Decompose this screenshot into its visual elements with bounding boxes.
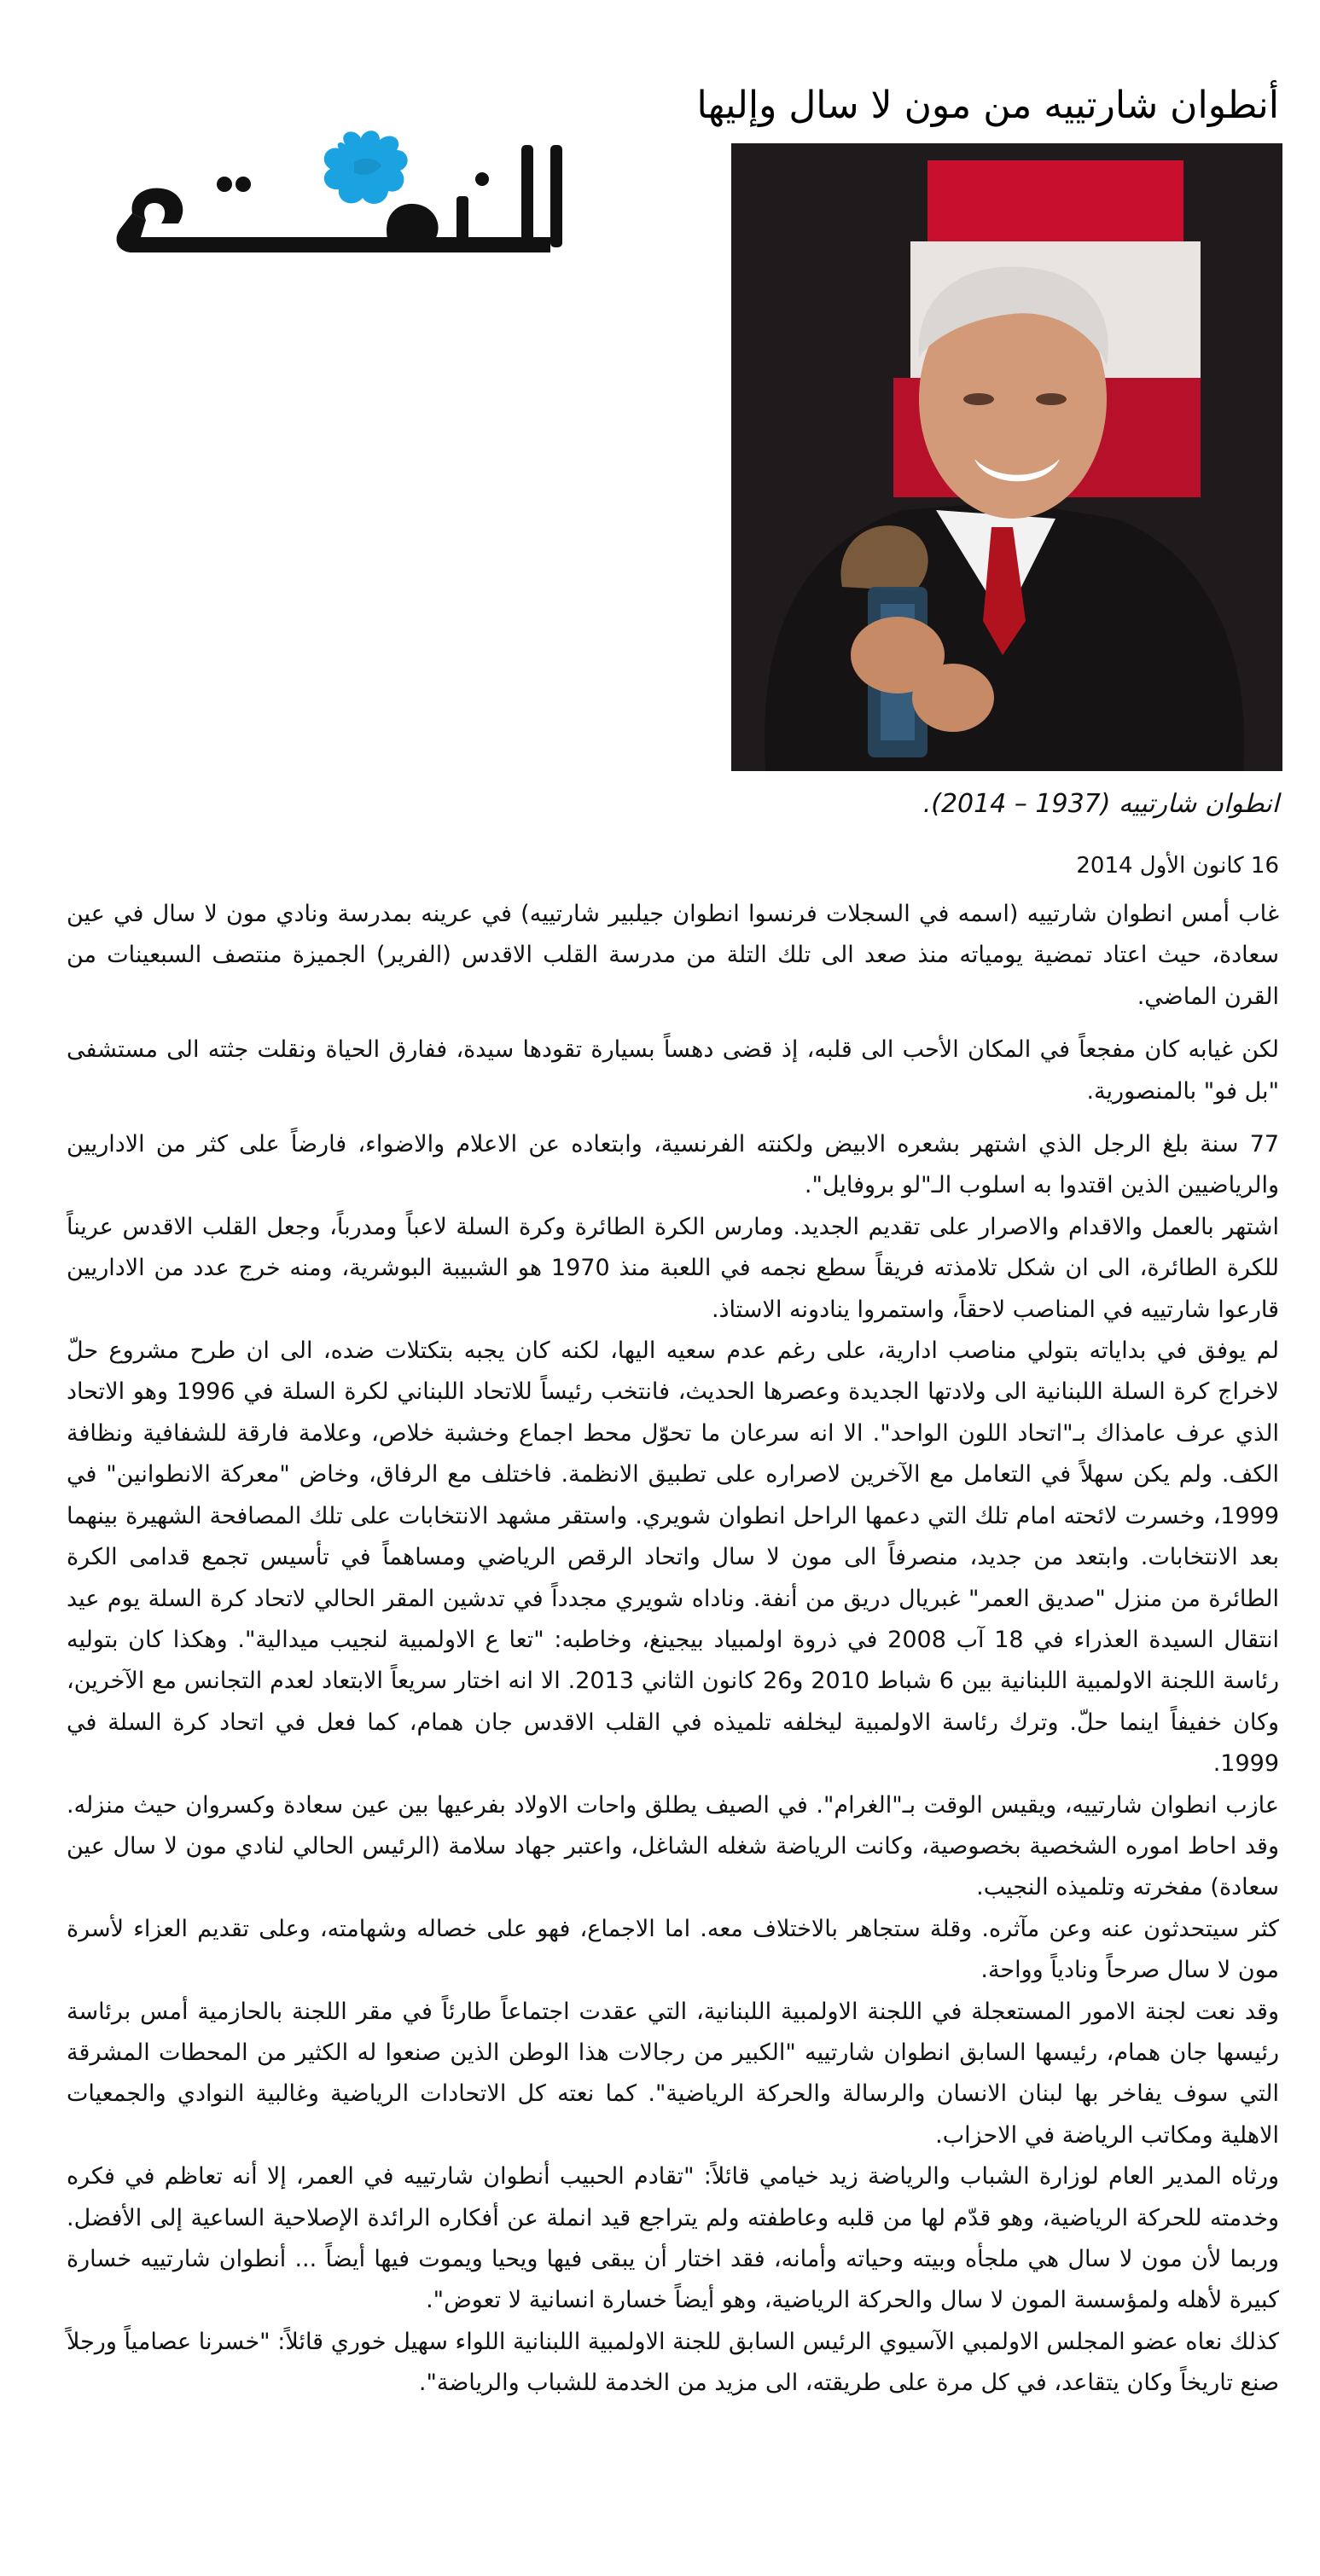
annahar-logo-graphic bbox=[107, 128, 584, 273]
portrait-illustration bbox=[731, 143, 1282, 771]
article-paragraph: 77 سنة بلغ الرجل الذي اشتهر بشعره الابيض ولكنته الفرنسية، وابتعاده عن الاعلام والاضواء، فارضاً على كثر من الاداريين والرياضيين الذين اقتدوا به اسلوب الـ"لو بروفايل". bbox=[67, 1131, 1279, 1199]
article-date: 16 كانون الأول 2014 bbox=[1076, 853, 1279, 879]
annahar-logo bbox=[107, 128, 584, 273]
article-body bbox=[67, 894, 1279, 2405]
article-paragraph: كثر سيتحدثون عنه وعن مآثره. وقلة ستجاهر بالاختلاف معه. اما الاجماع، فهو على خصاله وشهامته، وعلى تقديم العزاء لأسرة مون لا سال صرحاً ونادياً وواحة. bbox=[67, 1915, 1279, 1984]
article-paragraph: لكن غيابه كان مفجعاً في المكان الأحب الى قلبه، إذ قضى دهساً بسيارة تقودها سيدة، ففارق الحياة ونقلت جثته الى مستشفى "بل فو" بالمنصورية. bbox=[67, 1036, 1279, 1105]
article-paragraph: غاب أمس انطوان شارتييه (اسمه في السجلات فرنسوا انطوان جيلبير شارتييه) في عرينه بمدرسة ونادي مون لا سال في عين سعادة، حيث اعتاد تمضية يومياته منذ صعد الى تلك التلة من مدرسة القلب الاقدس (الفرير) الجميزة منتصف السبعينات من القرن الماضي. bbox=[67, 901, 1279, 1010]
article-paragraph: اشتهر بالعمل والاقدام والاصرار على تقديم الجديد. ومارس الكرة الطائرة وكرة السلة لاعباً ومدرباً، وجعل القلب الاقدس عريناً للكرة الطائرة، الى ان شكل تلامذته فريقاً سطع نجمه في اللعبة منذ 1970 هو الشبيبة البوشرية، ومنه خرج عدد من الاداريين قارعوا شارتييه في المناصب لاحقاً، واستمروا ينادونه الاستاذ. bbox=[67, 1213, 1279, 1323]
article-paragraph: عازب انطوان شارتييه، ويقيس الوقت بـ"الغرام". في الصيف يطلق واحات الاولاد بفرعيها بين عين سعادة وكسروان حيث منزله. وقد احاط اموره الشخصية بخصوصية، وكانت الرياضة شغله الشاغل، واعتبر جهاد سلامة (الرئيس الحالي لنادي مون لا سال عين سعادة) مفخرته وتلميذه النجيب. bbox=[67, 1791, 1279, 1901]
photo-caption: انطوان شارتييه (1937 – 2014). bbox=[922, 789, 1279, 819]
article-paragraph: ورثاه المدير العام لوزارة الشباب والرياضة زيد خيامي قائلاً: "تقادم الحبيب أنطوان شارتييه في العمر، إلا أنه تعاظم في فكره وخدمته للحركة الرياضية، وهو قدّم لها من قلبه وعاطفته ولم يتراجع قيد انملة عن أفكاره الرائدة الإصلاحية الساعية إلى الأفضل. وربما لأن مون لا سال هي ملجأه وبيته وحياته وأمانه، فقد اختار أن يبقى فيها ويحيا ويموت فيها أيضاً ... أنطوان شارتييه خسارة كبيرة لأهله ولمؤسسة المون لا سال والحركة الرياضية، وهو أيضاً خسارة انسانية لا تعوض". bbox=[67, 2163, 1279, 2314]
rooster-icon bbox=[324, 131, 408, 204]
logo-text: النهار bbox=[343, 268, 348, 270]
article-photo bbox=[731, 143, 1282, 771]
article-paragraph: وقد نعت لجنة الامور المستعجلة في اللجنة الاولمبية اللبنانية، التي عقدت اجتماعاً طارئاً في مقر اللجنة بالحازمية أمس برئاسة رئيسها جان همام، رئيسها السابق انطوان شارتييه "الكبير من رجالات هذا الوطن الذين صنعوا له الكثير من المحطات المشرقة التي سوف يفاخر بها لبنان الانسان والرسالة والحركة الرياضية". كما نعته كل الاتحادات الرياضية وغالبية النوادي والجمعيات الاهلية ومكاتب الرياضة في الاحزاب. bbox=[67, 1998, 1279, 2149]
article-headline: أنطوان شارتييه من مون لا سال وإليها bbox=[696, 84, 1279, 127]
article-paragraph: لم يوفق في بداياته بتولي مناصب ادارية، على رغم عدم سعيه اليها، لكنه كان يجبه بتكتلات ضده، الى ان طرح مشروع حلّ لاخراج كرة السلة اللبنانية الى ولادتها الجديدة وعصرها الحديث، فانتخب رئيساً للاتحاد اللبناني لكرة السلة في 1996 وهو الاتحاد الذي عرف عامذاك بـ"اتحاد اللون الواحد". الا انه سرعان ما تحوّل محط اجماع وخشبة خلاص، وعلامة فارقة للشفافية ونظافة الكف. ولم يكن سهلاً في التعامل مع الآخرين لاصراره على تطبيق الانظمة. فاختلف مع الرفاق، وخاض "معركة الانطوانين" في 1999، وخسرت لائحته امام تلك التي دعمها الراحل انطوان شويري. واستقر مشهد الانتخابات على تلك المصافحة الشهيرة بينهما بعد الانتخابات. وابتعد من جديد، منصرفاً الى مون لا سال واتحاد الرقص الرياضي ومساهماً في تأسيس تجمع قدامى الكرة الطائرة من منزل "صديق العمر" غبريال دريق من أنفة. وناداه شويري مجدداً في تدشين المقر الحالي لاتحاد كرة السلة يوم عيد انتقال السيدة العذراء في 18 آب 2008 في ذروة اولمبياد بيجينغ، وخاطبه: "تعا ع الاولمبية لنجيب ميدالية". وهكذا كان بتوليه رئاسة اللجنة الاولمبية اللبنانية بين 6 شباط 2010 و26 كانون الثاني 2013. الا انه اختار سريعاً الابتعاد لعدم التجانس مع الآخرين، وكان خفيفاً اينما حلّ. وترك رئاسة الاولمبية ليخلفه تلميذه في القلب الاقدس جان همام، كما فعل في اتحاد كرة السلة في 1999. bbox=[67, 1337, 1279, 1778]
article-paragraph: كذلك نعاه عضو المجلس الاولمبي الآسيوي الرئيس السابق للجنة الاولمبية اللبنانية اللواء سهيل خوري قائلاً: "خسرنا عصامياً ورجلاً صنع تاريخاً وكان يتقاعد، في كل مرة على طريقته، الى مزيد من الخدمة للشباب والرياضة". bbox=[67, 2328, 1279, 2397]
